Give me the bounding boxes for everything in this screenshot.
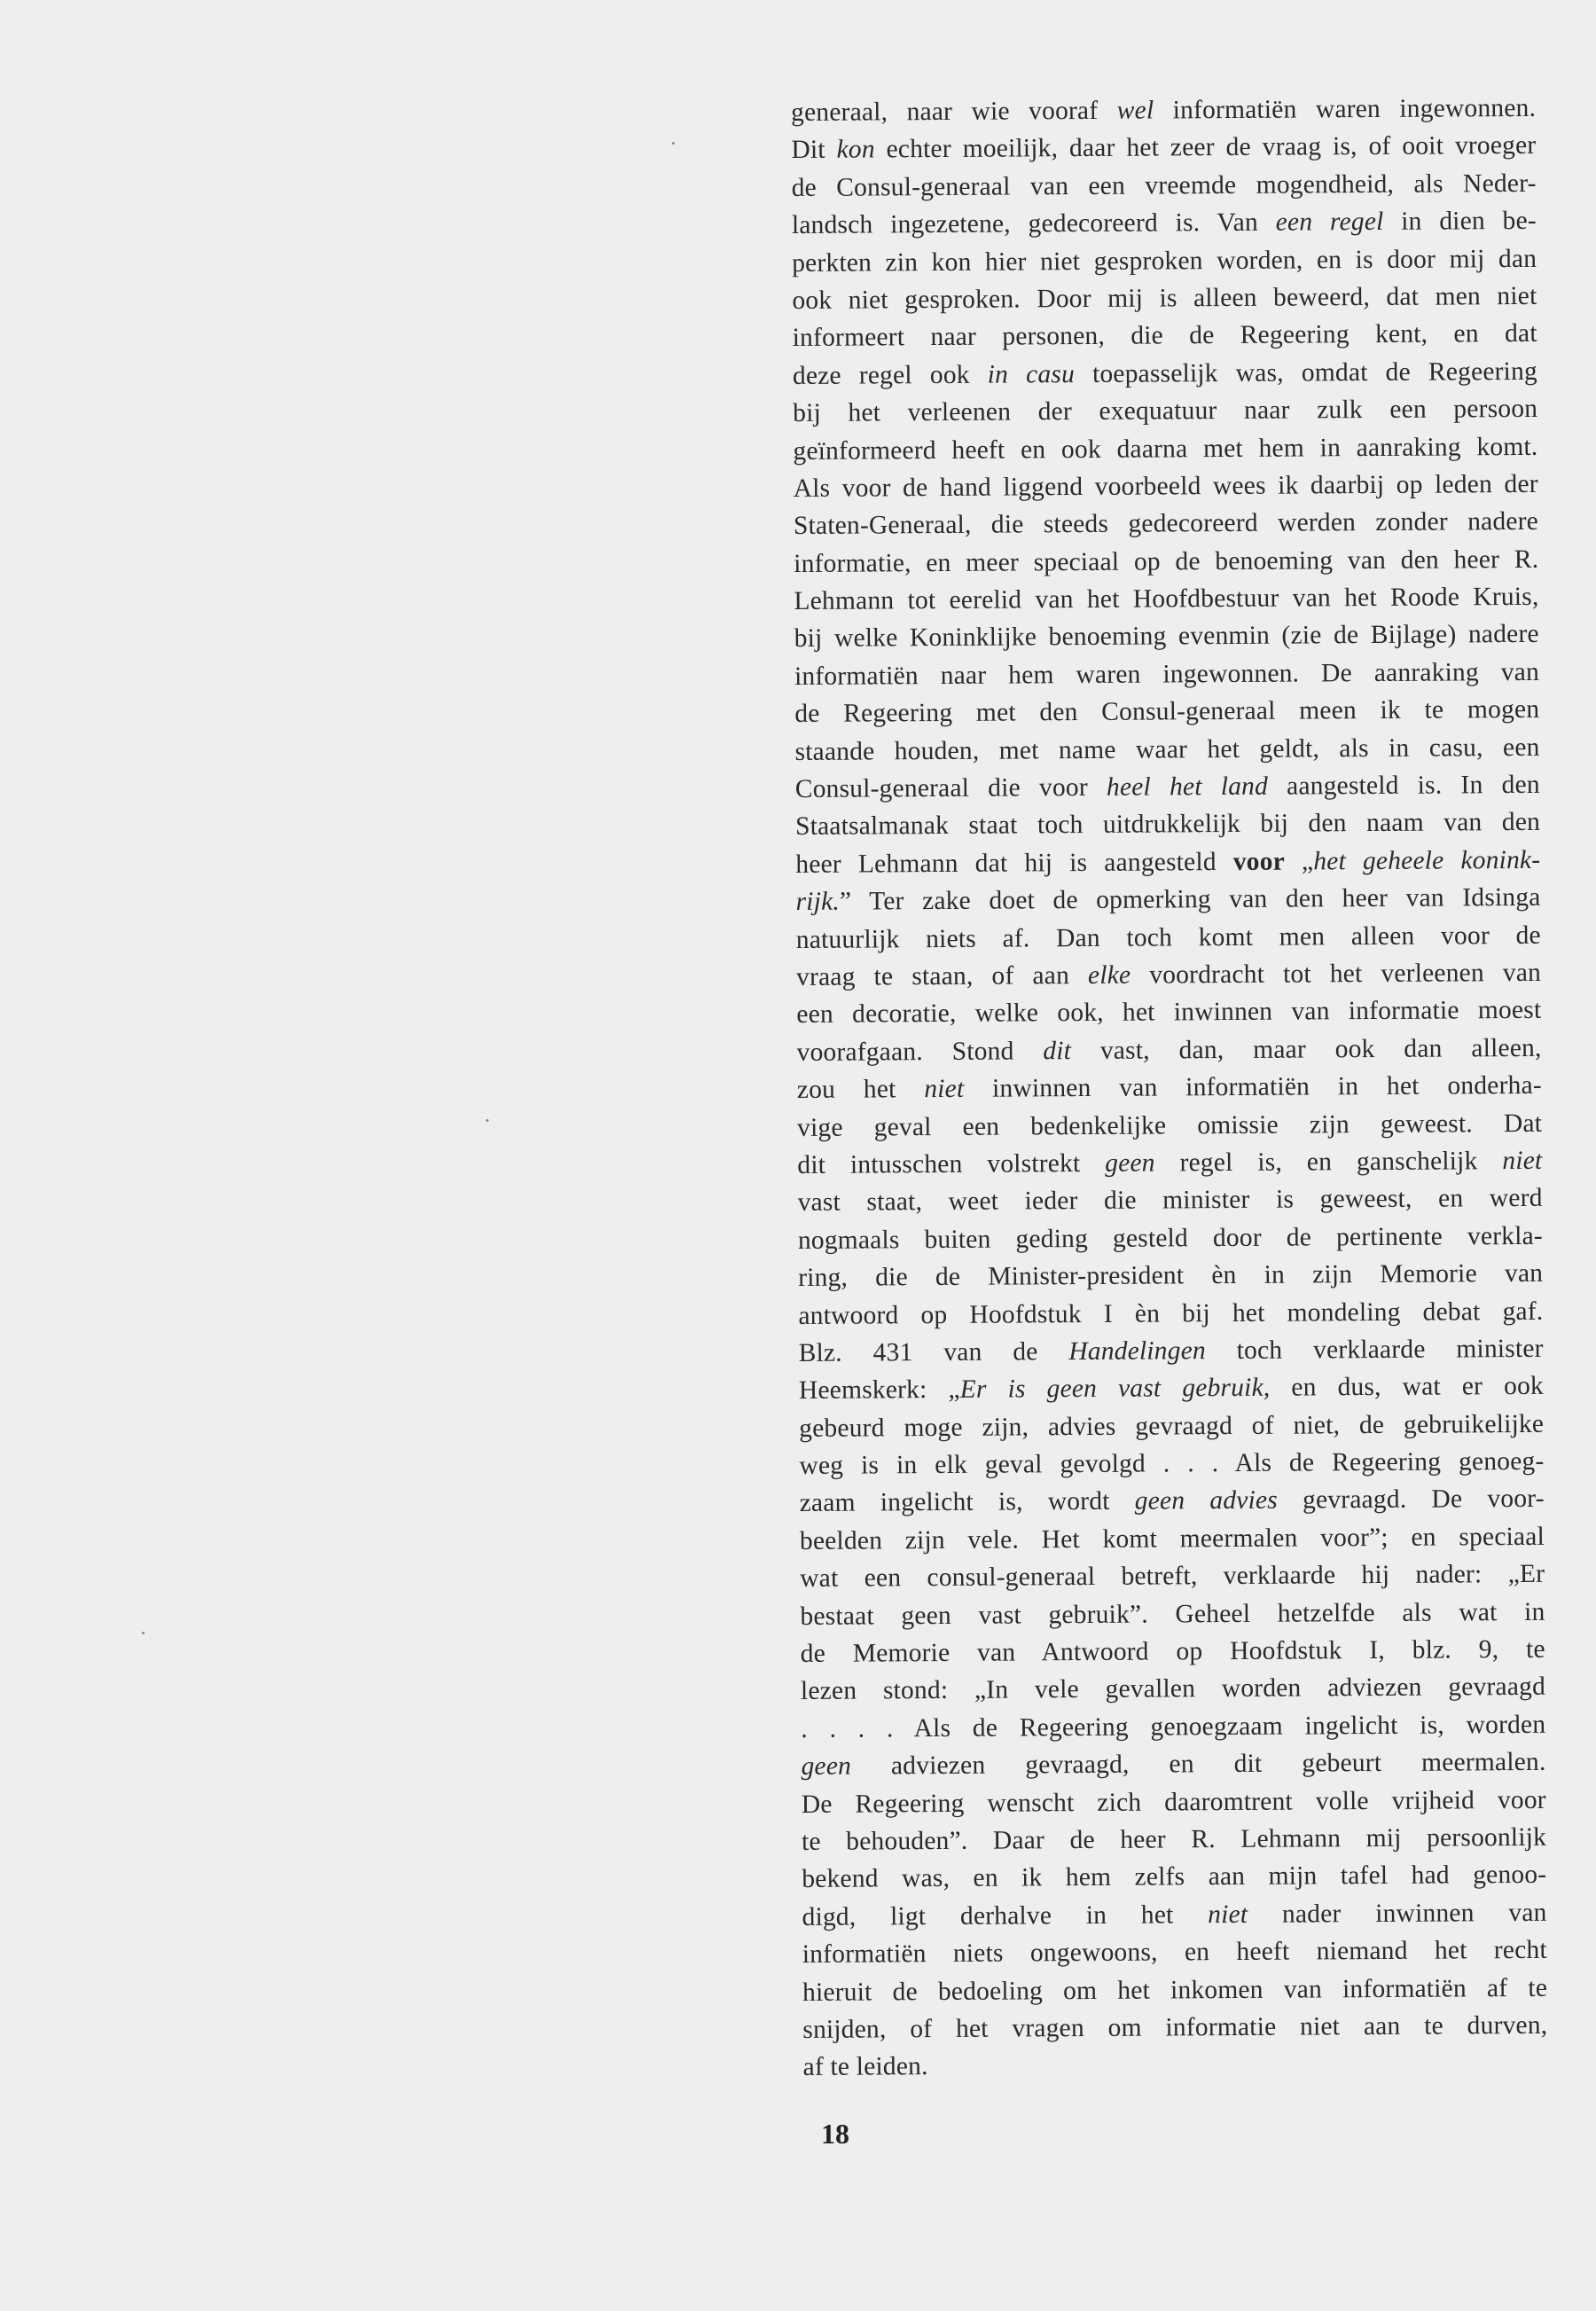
text-run: generaal, naar wie vooraf bbox=[791, 96, 1117, 127]
text-line bbox=[802, 1819, 1546, 1861]
text-run: vast staat, weet ieder die minister is geweest, en werd bbox=[797, 1184, 1543, 1218]
italic-text: het geheele konink- bbox=[1313, 845, 1541, 876]
text-line bbox=[799, 1367, 1544, 1410]
dust-speck bbox=[142, 1632, 145, 1634]
text-run: te behouden”. Daar de heer R. Lehmann mij persoonlijk bbox=[801, 1822, 1547, 1856]
text-run: landsch ingezetene, gedecoreerd is. Van bbox=[791, 208, 1276, 240]
text-line bbox=[794, 503, 1538, 545]
italic-text: wel bbox=[1116, 96, 1154, 125]
text-line bbox=[800, 1555, 1545, 1598]
text-run: gevraagd. De voor- bbox=[1277, 1485, 1545, 1516]
text-line bbox=[793, 315, 1537, 357]
italic-text: kon bbox=[836, 135, 875, 165]
text-line bbox=[794, 578, 1538, 621]
text-line bbox=[796, 916, 1541, 959]
italic-text: niet bbox=[1208, 1900, 1248, 1929]
text-run: bij het verleenen der exequatuur naar zulk een persoon bbox=[793, 394, 1538, 428]
text-run: informeert naar personen, die de Regeering kent, en dat bbox=[792, 319, 1537, 353]
text-line bbox=[802, 2007, 1547, 2049]
text-run: heer Lehmann dat hij is aangesteld bbox=[795, 847, 1233, 879]
text-line bbox=[792, 165, 1537, 208]
text-line bbox=[794, 541, 1538, 584]
text-run: ook niet gesproken. Door mij is alleen beweerd, dat men niet bbox=[792, 281, 1537, 315]
italic-text: een regel bbox=[1275, 208, 1384, 237]
text-line bbox=[800, 1518, 1545, 1561]
text-line bbox=[795, 766, 1540, 809]
text-line bbox=[797, 1104, 1542, 1147]
text-run: . . . . Als de Regeering genoegzaam ingelicht is, worden bbox=[801, 1710, 1546, 1743]
text-line bbox=[802, 2044, 1547, 2087]
italic-text: Er is geen vast gebruik, bbox=[959, 1374, 1271, 1405]
text-run: deze regel ook bbox=[792, 360, 988, 390]
text-run: De Regeering wenscht zich daaromtrent volle vrijheid voor bbox=[801, 1785, 1546, 1819]
text-run: zaam ingelicht is, wordt bbox=[799, 1487, 1135, 1518]
text-run: de Memorie van Antwoord op Hoofdstuk I, blz. 9, te bbox=[800, 1634, 1545, 1668]
dust-speck bbox=[486, 1119, 489, 1122]
text-line bbox=[794, 691, 1539, 733]
text-run: staande houden, met name waar het geldt, als in casu, een bbox=[794, 732, 1540, 766]
text-run: bij welke Koninklijke benoeming evenmin (zie de Bijlage) nadere bbox=[794, 620, 1539, 654]
italic-text: elke bbox=[1087, 960, 1131, 990]
text-run: Staatsalmanak staat toch uitdrukkelijk bij den naam van den bbox=[794, 808, 1541, 842]
text-line bbox=[792, 202, 1537, 245]
text-run: natuurlijk niets af. Dan toch komt men alleen voor de bbox=[795, 920, 1541, 954]
text-run: dit intusschen volstrekt bbox=[797, 1148, 1106, 1179]
text-line bbox=[791, 127, 1536, 169]
text-run: vige geval een bedenkelijke omissie zijn geweest. Dat bbox=[797, 1108, 1543, 1142]
text-line bbox=[795, 803, 1540, 846]
text-line bbox=[800, 1480, 1545, 1523]
text-line bbox=[796, 954, 1541, 997]
text-run: de Regeering met den Consul-generaal meen ik te mogen bbox=[794, 695, 1540, 729]
italic-text: in casu bbox=[987, 359, 1076, 389]
text-run: informatiën waren ingewonnen. bbox=[1154, 93, 1537, 125]
text-line bbox=[796, 991, 1541, 1034]
text-run: voordracht tot het verleenen van bbox=[1130, 958, 1542, 990]
italic-text: rijk. bbox=[795, 887, 841, 917]
italic-text: niet bbox=[924, 1074, 965, 1104]
text-run: weg is in elk geval gevolgd . . . Als de Regeering genoeg- bbox=[799, 1446, 1545, 1481]
text-run: nader inwinnen van bbox=[1248, 1898, 1547, 1929]
text-line bbox=[795, 879, 1540, 921]
text-run: gebeurd moge zijn, advies gevraagd of niet, de gebruikelijke bbox=[799, 1409, 1545, 1443]
text-line bbox=[794, 615, 1539, 658]
text-run: de Consul-generaal van een vreemde mogendheid, als Neder- bbox=[791, 168, 1537, 202]
text-run: vraag te staan, of aan bbox=[795, 960, 1089, 991]
text-run: toch verklaarde minister bbox=[1205, 1334, 1544, 1366]
text-line bbox=[800, 1593, 1545, 1635]
text-run: adviezen gevraagd, en dit gebeurt meermalen. bbox=[850, 1748, 1546, 1781]
body-text bbox=[791, 90, 1548, 2087]
text-line bbox=[801, 1743, 1545, 1786]
text-run: Staten-Generaal, die steeds gedecoreerd werden zonder nadere bbox=[793, 507, 1539, 541]
text-run: toepasselijk was, omdat de Regeering bbox=[1074, 356, 1538, 388]
text-run: bestaat geen vast gebruik”. Geheel hetzelfde als wat in bbox=[800, 1597, 1545, 1631]
text-line bbox=[794, 466, 1538, 508]
text-run: informatie, en meer speciaal op de benoeming van den heer R. bbox=[794, 544, 1539, 578]
text-line bbox=[802, 1931, 1547, 1974]
text-line bbox=[792, 239, 1537, 282]
text-line bbox=[791, 90, 1536, 132]
text-line bbox=[793, 427, 1537, 470]
text-run: af te leiden. bbox=[802, 2052, 928, 2082]
text-run: bekend was, en ik hem zelfs aan mijn tafel had genoo- bbox=[802, 1861, 1547, 1894]
italic-text: geen bbox=[1105, 1148, 1155, 1178]
italic-text: heel het land bbox=[1106, 772, 1269, 802]
text-run: in dien be- bbox=[1383, 207, 1537, 237]
text-run: perkten zin kon hier niet gesproken worden, en is door mij dan bbox=[792, 244, 1537, 278]
text-line bbox=[799, 1330, 1544, 1373]
text-run: Als voor de hand liggend voorbeeld wees ik daarbij op leden der bbox=[793, 469, 1538, 503]
text-line bbox=[801, 1668, 1545, 1711]
text-line bbox=[802, 1894, 1546, 1937]
text-line bbox=[802, 1856, 1546, 1899]
text-line bbox=[798, 1218, 1543, 1260]
text-line bbox=[798, 1292, 1543, 1335]
text-run: hieruit de bedoeling om het inkomen van informatiën af te bbox=[802, 1973, 1548, 2007]
text-run: wat een consul-generaal betreft, verklaarde hij nader: „Er bbox=[800, 1560, 1545, 1594]
text-run: ” Ter zake doet de opmerking van den heer van Idsinga bbox=[839, 883, 1541, 916]
text-run: beelden zijn vele. Het komt meermalen voor”; en speciaal bbox=[799, 1522, 1545, 1555]
text-run: „ bbox=[1284, 847, 1314, 876]
italic-text: geen bbox=[801, 1751, 852, 1782]
italic-text: dit bbox=[1043, 1036, 1072, 1066]
text-run: en dus, wat er ook bbox=[1270, 1372, 1545, 1403]
text-run: antwoord op Hoofdstuk I èn bij het mondeling debat gaf. bbox=[798, 1297, 1544, 1330]
text-run: Blz. 431 van de bbox=[798, 1337, 1069, 1367]
text-line bbox=[802, 1969, 1547, 2011]
text-run: voorafgaan. Stond bbox=[796, 1037, 1044, 1067]
text-line bbox=[797, 1142, 1542, 1185]
text-line bbox=[799, 1406, 1544, 1448]
text-line bbox=[797, 1067, 1542, 1109]
text-line bbox=[794, 654, 1539, 696]
text-run: Heemskerk: „ bbox=[798, 1375, 960, 1406]
text-line bbox=[799, 1443, 1544, 1485]
text-run: Consul-generaal die voor bbox=[794, 772, 1107, 804]
text-run: lezen stond: „In vele gevallen worden adviezen gevraagd bbox=[800, 1673, 1546, 1706]
text-run: regel is, en ganschelijk bbox=[1154, 1147, 1503, 1178]
text-run: snijden, of het vragen om informatie niet aan te durven, bbox=[802, 2010, 1548, 2044]
text-line bbox=[801, 1706, 1545, 1749]
dust-speck bbox=[672, 142, 675, 145]
text-line bbox=[795, 842, 1540, 884]
text-run: aangesteld is. In den bbox=[1267, 770, 1540, 801]
text-line bbox=[793, 353, 1537, 396]
text-line bbox=[794, 728, 1539, 771]
page-number: 18 bbox=[821, 2118, 849, 2150]
text-run: digd, ligt derhalve in het bbox=[802, 1900, 1209, 1931]
text-line bbox=[796, 1030, 1541, 1072]
text-run: inwinnen van informatiën in het onderha- bbox=[964, 1071, 1542, 1103]
text-run: informatiën naar hem waren ingewonnen. De aanraking van bbox=[794, 657, 1540, 691]
italic-text: geen advies bbox=[1134, 1486, 1279, 1516]
text-run: zou het bbox=[796, 1075, 925, 1105]
text-run: ring, die de Minister-president èn in zijn Memorie van bbox=[798, 1258, 1544, 1293]
text-run: informatiën niets ongewoons, en heeft niemand het recht bbox=[802, 1935, 1547, 1970]
bold-text: voor bbox=[1232, 847, 1286, 876]
text-run: Lehmann tot eerelid van het Hoofdbestuur van het Roode Kruis, bbox=[794, 582, 1539, 616]
text-run: echter moeilijk, daar het zeer de vraag is, of ooit vroeger bbox=[874, 131, 1537, 164]
italic-text: Handelingen bbox=[1068, 1336, 1206, 1367]
text-run: een decoratie, welke ook, het inwinnen van informatie moest bbox=[796, 996, 1542, 1030]
text-line bbox=[801, 1631, 1545, 1673]
text-run: Dit bbox=[791, 136, 837, 165]
text-line bbox=[792, 278, 1537, 320]
italic-text: niet bbox=[1502, 1146, 1543, 1176]
text-line bbox=[802, 1781, 1546, 1823]
text-line bbox=[793, 390, 1537, 433]
text-run: nogmaals buiten geding gesteld door de pertinente verkla- bbox=[797, 1221, 1543, 1255]
text-run: vast, dan, maar ook dan alleen, bbox=[1070, 1033, 1542, 1065]
text-line bbox=[798, 1179, 1543, 1222]
text-line bbox=[798, 1255, 1543, 1297]
text-run: geïnformeerd heeft en ook daarna met hem in aanraking komt. bbox=[793, 432, 1538, 466]
